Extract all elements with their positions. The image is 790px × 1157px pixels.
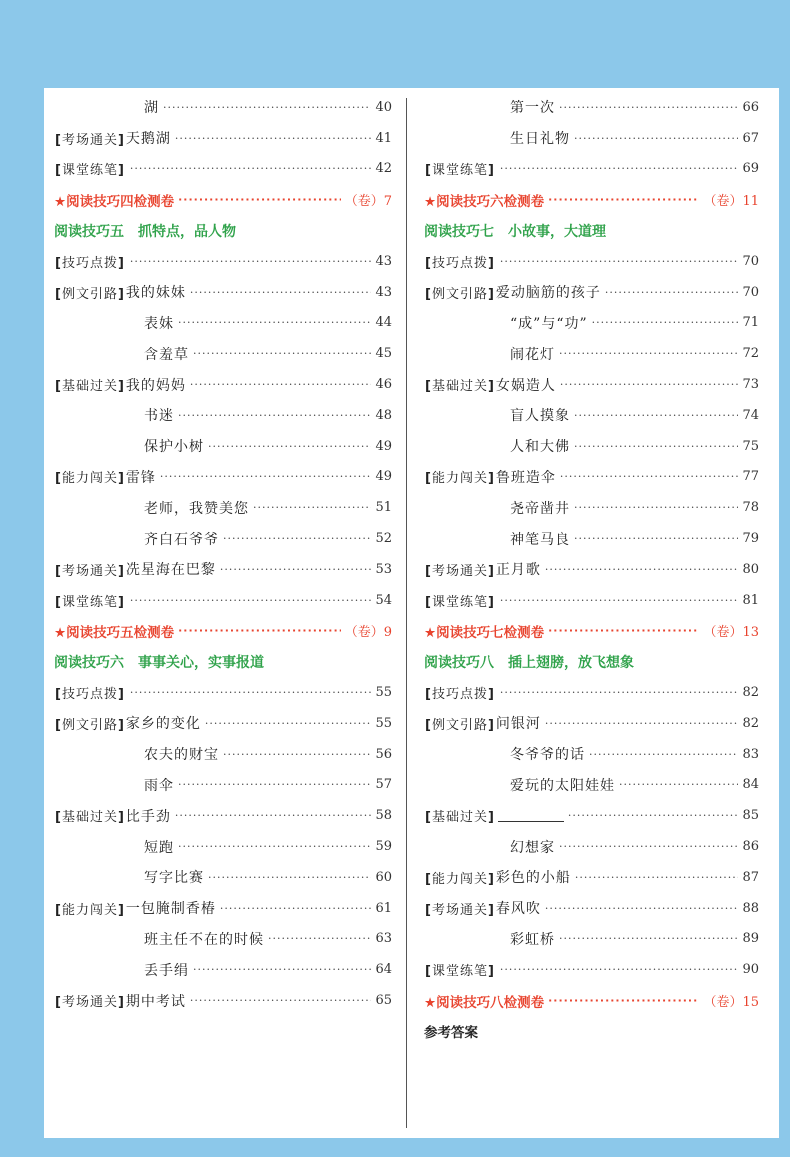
leader-dots bbox=[190, 286, 372, 299]
toc-entry[interactable] bbox=[54, 523, 392, 554]
toc-entry[interactable] bbox=[54, 831, 392, 862]
toc-entry[interactable] bbox=[54, 770, 392, 801]
toc-entry[interactable] bbox=[424, 523, 759, 554]
page-number: 59 bbox=[375, 839, 392, 855]
entry-title: 问银河 bbox=[495, 716, 541, 733]
page-number: 55 bbox=[375, 715, 392, 731]
page-number: （卷）11 bbox=[703, 194, 759, 210]
test-paper-entry[interactable] bbox=[424, 616, 759, 647]
toc-entry[interactable] bbox=[54, 924, 392, 955]
page-number: 48 bbox=[375, 407, 392, 423]
leader-dots bbox=[190, 378, 372, 391]
page-number: 67 bbox=[742, 130, 759, 146]
page-number: 69 bbox=[742, 161, 759, 177]
chapter-title: 阅读技巧六 bbox=[54, 654, 124, 671]
page-number: 65 bbox=[375, 993, 392, 1008]
toc-entry[interactable] bbox=[54, 554, 392, 585]
entry-title: 书迷 bbox=[144, 408, 174, 425]
page-number: 44 bbox=[375, 315, 392, 331]
leader-dots bbox=[223, 532, 371, 545]
chapter-subtitle: 小故事，大道理 bbox=[508, 223, 606, 240]
leader-dots bbox=[574, 132, 738, 145]
section-tag: [ 考场通关 ] bbox=[54, 991, 126, 1010]
entry-title: 闹花灯 bbox=[510, 346, 555, 363]
section-tag: [ 课堂练笔 ] bbox=[424, 960, 496, 979]
section-tag: [ 技巧点拨 ] bbox=[424, 252, 496, 271]
entry-title: 爱玩的太阳娃娃 bbox=[510, 777, 615, 794]
section-tag: [ 能力闯关 ] bbox=[424, 467, 496, 486]
page-number: 66 bbox=[742, 99, 759, 115]
test-paper-label: ★阅读技巧八检测卷 bbox=[424, 994, 545, 1011]
entry-title: 我的妹妹 bbox=[125, 285, 186, 302]
section-tag: [ 考场通关 ] bbox=[54, 129, 126, 148]
toc-entry[interactable] bbox=[54, 123, 392, 154]
page-number: 78 bbox=[742, 500, 759, 516]
chapter-title: 阅读技巧五 bbox=[54, 223, 124, 240]
toc-entry[interactable] bbox=[54, 492, 392, 523]
section-tag: [ 基础过关 ] bbox=[424, 806, 496, 825]
chapter-subtitle: 插上翅膀，放飞想象 bbox=[508, 654, 634, 671]
entry-title: 老师，我赞美您 bbox=[144, 500, 249, 517]
section-tag: [ 基础过关 ] bbox=[424, 375, 496, 394]
chapter-heading[interactable] bbox=[54, 646, 392, 677]
leader-dots bbox=[500, 594, 739, 607]
page-number: 70 bbox=[742, 284, 759, 300]
section-tag: [ 能力闯关 ] bbox=[424, 868, 496, 887]
leader-dots bbox=[178, 778, 371, 791]
entry-title: 鲁班造伞 bbox=[495, 469, 556, 486]
page-number: 88 bbox=[742, 900, 759, 916]
toc-entry[interactable] bbox=[424, 154, 759, 185]
blank-title-line bbox=[498, 809, 564, 822]
toc-entry[interactable] bbox=[54, 431, 392, 462]
toc-entry[interactable] bbox=[54, 338, 392, 369]
leader-dots bbox=[559, 347, 738, 360]
leader-dots bbox=[160, 470, 372, 483]
page-number: 55 bbox=[375, 685, 392, 701]
entry-title: 丢手绢 bbox=[144, 962, 189, 979]
section-tag: [ 技巧点拨 ] bbox=[54, 252, 126, 271]
toc-entry[interactable] bbox=[424, 400, 759, 431]
section-tag: [ 课堂练笔 ] bbox=[54, 591, 126, 610]
toc-entry[interactable] bbox=[424, 308, 759, 339]
entry-title: 比手劲 bbox=[125, 808, 171, 825]
section-tag: [ 课堂练笔 ] bbox=[424, 159, 496, 178]
leader-dots bbox=[592, 316, 739, 329]
section-tag: [ 考场通关 ] bbox=[424, 899, 496, 918]
column-divider bbox=[406, 98, 407, 1128]
leader-dots bbox=[605, 286, 739, 299]
toc-entry[interactable] bbox=[54, 246, 392, 277]
section-tag: [ 能力闯关 ] bbox=[54, 467, 126, 486]
entry-title: 彩虹桥 bbox=[510, 931, 555, 948]
entry-title: 我的妈妈 bbox=[125, 377, 186, 394]
toc-entry[interactable] bbox=[54, 893, 392, 924]
entry-title: 春风吹 bbox=[495, 901, 541, 918]
test-paper-entry[interactable] bbox=[54, 184, 392, 215]
leader-dots bbox=[559, 101, 738, 114]
leader-dots bbox=[500, 162, 739, 175]
section-tag: [ 技巧点拨 ] bbox=[424, 683, 496, 702]
page-number: 71 bbox=[742, 315, 759, 331]
toc-entry[interactable] bbox=[54, 708, 392, 739]
leader-dots bbox=[175, 809, 372, 822]
toc-entry[interactable] bbox=[424, 277, 759, 308]
page-number: 49 bbox=[375, 438, 392, 454]
page-number: 82 bbox=[742, 715, 759, 731]
toc-entry[interactable] bbox=[54, 277, 392, 308]
entry-title: 天鹅湖 bbox=[125, 131, 171, 148]
page-number: （卷）7 bbox=[344, 194, 392, 210]
leader-dots bbox=[178, 316, 371, 329]
entry-title: 正月歌 bbox=[495, 562, 541, 579]
leader-dots bbox=[574, 409, 738, 422]
page-number: 86 bbox=[742, 839, 759, 855]
answer-key-label: 参考答案 bbox=[424, 1025, 478, 1042]
leader-dots bbox=[130, 686, 372, 699]
toc-entry[interactable] bbox=[54, 585, 392, 616]
entry-title: 爱动脑筋的孩子 bbox=[495, 285, 601, 302]
section-tag: [ 例文引路 ] bbox=[424, 283, 496, 302]
leader-dots bbox=[574, 532, 738, 545]
entry-title: 女娲造人 bbox=[495, 377, 556, 394]
chapter-title: 阅读技巧七 bbox=[424, 223, 494, 240]
section-tag: [ 例文引路 ] bbox=[54, 283, 126, 302]
page-number: 60 bbox=[375, 869, 392, 885]
toc-entry[interactable] bbox=[54, 462, 392, 493]
entry-title: 人和大佛 bbox=[510, 439, 570, 456]
toc-left-column bbox=[54, 92, 392, 1016]
toc-entry[interactable] bbox=[54, 308, 392, 339]
toc-entry[interactable] bbox=[424, 338, 759, 369]
entry-title: 表妹 bbox=[144, 315, 174, 332]
toc-entry[interactable] bbox=[424, 893, 759, 924]
toc-entry[interactable] bbox=[424, 770, 759, 801]
page-number: 53 bbox=[375, 561, 392, 577]
section-tag: [ 基础过关 ] bbox=[54, 806, 126, 825]
leader-dots bbox=[193, 347, 371, 360]
section-tag: [ 例文引路 ] bbox=[424, 714, 496, 733]
answer-key-entry[interactable] bbox=[424, 1016, 759, 1047]
section-tag: [ 考场通关 ] bbox=[54, 560, 126, 579]
entry-title: 第一次 bbox=[510, 100, 555, 117]
entry-title: 农夫的财宝 bbox=[144, 747, 219, 764]
leader-dots bbox=[268, 932, 371, 945]
test-paper-label: ★阅读技巧七检测卷 bbox=[424, 624, 545, 641]
leader-dots bbox=[193, 963, 371, 976]
page-number: 85 bbox=[742, 808, 759, 824]
leader-dots bbox=[130, 594, 372, 607]
chapter-subtitle: 事事关心，实事报道 bbox=[138, 654, 264, 671]
entry-title: 湖 bbox=[144, 100, 159, 117]
toc-entry[interactable] bbox=[424, 554, 759, 585]
toc-entry[interactable] bbox=[424, 954, 759, 985]
toc-entry[interactable] bbox=[424, 924, 759, 955]
leader-dots bbox=[223, 748, 371, 761]
leader-dots bbox=[574, 440, 738, 453]
leader-dots bbox=[178, 193, 341, 206]
toc-entry[interactable] bbox=[424, 831, 759, 862]
page-number: 56 bbox=[375, 746, 392, 762]
entry-title: 生日礼物 bbox=[510, 131, 570, 148]
page-number: 84 bbox=[742, 777, 759, 793]
leader-dots bbox=[589, 748, 738, 761]
section-tag: [ 能力闯关 ] bbox=[54, 899, 126, 918]
leader-dots bbox=[500, 963, 739, 976]
leader-dots bbox=[545, 563, 739, 576]
page-number: 51 bbox=[375, 500, 392, 516]
test-paper-label: ★阅读技巧五检测卷 bbox=[54, 624, 175, 641]
page-number: 61 bbox=[375, 900, 392, 916]
test-paper-label: ★阅读技巧六检测卷 bbox=[424, 193, 545, 210]
entry-title: 一包腌制香椿 bbox=[125, 901, 216, 918]
leader-dots bbox=[178, 840, 371, 853]
page-number: 81 bbox=[742, 592, 759, 608]
toc-entry[interactable] bbox=[424, 708, 759, 739]
entry-title: 冬爷爷的话 bbox=[510, 747, 585, 764]
toc-entry[interactable] bbox=[54, 677, 392, 708]
page-number: 43 bbox=[375, 284, 392, 300]
entry-title: 尧帝凿井 bbox=[510, 500, 570, 517]
page-number: （卷）13 bbox=[703, 625, 759, 641]
toc-entry[interactable] bbox=[424, 246, 759, 277]
leader-dots bbox=[163, 101, 371, 114]
page-number: 46 bbox=[375, 377, 392, 393]
entry-title: “成”与“功” bbox=[510, 315, 588, 332]
toc-entry[interactable] bbox=[54, 954, 392, 985]
toc-entry[interactable] bbox=[424, 369, 759, 400]
section-tag: [ 考场通关 ] bbox=[424, 560, 496, 579]
page-number: 80 bbox=[742, 561, 759, 577]
toc-entry[interactable] bbox=[54, 800, 392, 831]
toc-entry[interactable] bbox=[54, 369, 392, 400]
leader-dots bbox=[619, 778, 738, 791]
leader-dots bbox=[548, 624, 699, 637]
test-paper-label: ★阅读技巧四检测卷 bbox=[54, 193, 175, 210]
entry-title: 写字比赛 bbox=[144, 870, 204, 887]
leader-dots bbox=[205, 717, 372, 730]
page-number: 90 bbox=[742, 962, 759, 978]
page-number: 58 bbox=[375, 808, 392, 824]
toc-entry[interactable] bbox=[54, 154, 392, 185]
page-number: 40 bbox=[375, 99, 392, 115]
leader-dots bbox=[220, 902, 372, 915]
page-number: 74 bbox=[742, 407, 759, 423]
toc-entry[interactable] bbox=[424, 739, 759, 770]
leader-dots bbox=[208, 871, 371, 884]
leader-dots bbox=[560, 470, 739, 483]
entry-title: 冼星海在巴黎 bbox=[125, 562, 216, 579]
page-number: 52 bbox=[375, 531, 392, 547]
toc-entry[interactable] bbox=[424, 800, 759, 831]
chapter-heading[interactable] bbox=[424, 646, 759, 677]
leader-dots bbox=[568, 809, 739, 822]
toc-page bbox=[44, 88, 779, 1138]
entry-title: 神笔马良 bbox=[510, 531, 570, 548]
toc-entry[interactable] bbox=[424, 462, 759, 493]
chapter-heading[interactable] bbox=[424, 215, 759, 246]
leader-dots bbox=[130, 255, 372, 268]
entry-title: 保护小树 bbox=[144, 439, 204, 456]
toc-entry[interactable] bbox=[54, 739, 392, 770]
leader-dots bbox=[560, 378, 739, 391]
test-paper-entry[interactable] bbox=[54, 616, 392, 647]
section-tag: [ 技巧点拨 ] bbox=[54, 683, 126, 702]
toc-entry[interactable] bbox=[54, 400, 392, 431]
page-number: 49 bbox=[375, 469, 392, 485]
page-number: 57 bbox=[375, 777, 392, 793]
page-number: 41 bbox=[375, 130, 392, 146]
page-number: 83 bbox=[742, 746, 759, 762]
page-number: 82 bbox=[742, 685, 759, 701]
chapter-subtitle: 抓特点，品人物 bbox=[138, 223, 236, 240]
toc-entry[interactable] bbox=[424, 492, 759, 523]
leader-dots bbox=[175, 132, 372, 145]
toc-entry[interactable] bbox=[54, 985, 392, 1016]
page-number: 73 bbox=[742, 377, 759, 393]
entry-title: 幻想家 bbox=[510, 839, 555, 856]
entry-title: 班主任不在的时候 bbox=[144, 931, 264, 948]
leader-dots bbox=[545, 717, 739, 730]
entry-title: 期中考试 bbox=[125, 993, 186, 1010]
toc-entry[interactable] bbox=[54, 862, 392, 893]
leader-dots bbox=[208, 440, 371, 453]
leader-dots bbox=[190, 994, 372, 1007]
leader-dots bbox=[253, 501, 371, 514]
leader-dots bbox=[178, 409, 371, 422]
page-number: 64 bbox=[375, 962, 392, 978]
page-number: （卷）9 bbox=[344, 625, 392, 641]
leader-dots bbox=[500, 686, 739, 699]
section-tag: [ 例文引路 ] bbox=[54, 714, 126, 733]
page-number: 43 bbox=[375, 253, 392, 269]
page-number: 63 bbox=[375, 931, 392, 947]
leader-dots bbox=[548, 193, 699, 206]
leader-dots bbox=[130, 162, 372, 175]
leader-dots bbox=[574, 501, 738, 514]
section-tag: [ 基础过关 ] bbox=[54, 375, 126, 394]
test-paper-entry[interactable] bbox=[424, 985, 759, 1016]
leader-dots bbox=[559, 840, 738, 853]
page-number: 70 bbox=[742, 253, 759, 269]
test-paper-entry[interactable] bbox=[424, 184, 759, 215]
section-tag: [ 课堂练笔 ] bbox=[424, 591, 496, 610]
leader-dots bbox=[548, 994, 699, 1007]
page-number: 42 bbox=[375, 161, 392, 177]
page-number: 45 bbox=[375, 346, 392, 362]
entry-title: 含羞草 bbox=[144, 346, 189, 363]
leader-dots bbox=[178, 624, 341, 637]
page-number: 54 bbox=[375, 592, 392, 608]
entry-title: 短跑 bbox=[144, 839, 174, 856]
section-tag: [ 课堂练笔 ] bbox=[54, 159, 126, 178]
chapter-heading[interactable] bbox=[54, 215, 392, 246]
leader-dots bbox=[545, 902, 739, 915]
page-number: 89 bbox=[742, 931, 759, 947]
toc-entry[interactable] bbox=[424, 585, 759, 616]
entry-title: 盲人摸象 bbox=[510, 408, 570, 425]
toc-entry[interactable] bbox=[54, 92, 392, 123]
toc-entry[interactable] bbox=[424, 677, 759, 708]
entry-title: 雷锋 bbox=[125, 469, 156, 486]
page-number: 77 bbox=[742, 469, 759, 485]
page-number: 87 bbox=[742, 869, 759, 885]
toc-entry[interactable] bbox=[424, 431, 759, 462]
entry-title: 齐白石爷爷 bbox=[144, 531, 219, 548]
page-number: 72 bbox=[742, 346, 759, 362]
toc-entry[interactable] bbox=[424, 123, 759, 154]
leader-dots bbox=[220, 563, 372, 576]
page-number: 79 bbox=[742, 531, 759, 547]
toc-right-column bbox=[424, 92, 759, 1047]
entry-title: 彩色的小船 bbox=[495, 870, 571, 887]
chapter-title: 阅读技巧八 bbox=[424, 654, 494, 671]
leader-dots bbox=[500, 255, 739, 268]
leader-dots bbox=[559, 932, 738, 945]
toc-entry[interactable] bbox=[424, 862, 759, 893]
toc-entry[interactable] bbox=[424, 92, 759, 123]
page-number: 75 bbox=[742, 438, 759, 454]
page-number: （卷）15 bbox=[703, 995, 759, 1010]
entry-title: 雨伞 bbox=[144, 777, 174, 794]
leader-dots bbox=[575, 871, 739, 884]
entry-title: 家乡的变化 bbox=[125, 716, 201, 733]
